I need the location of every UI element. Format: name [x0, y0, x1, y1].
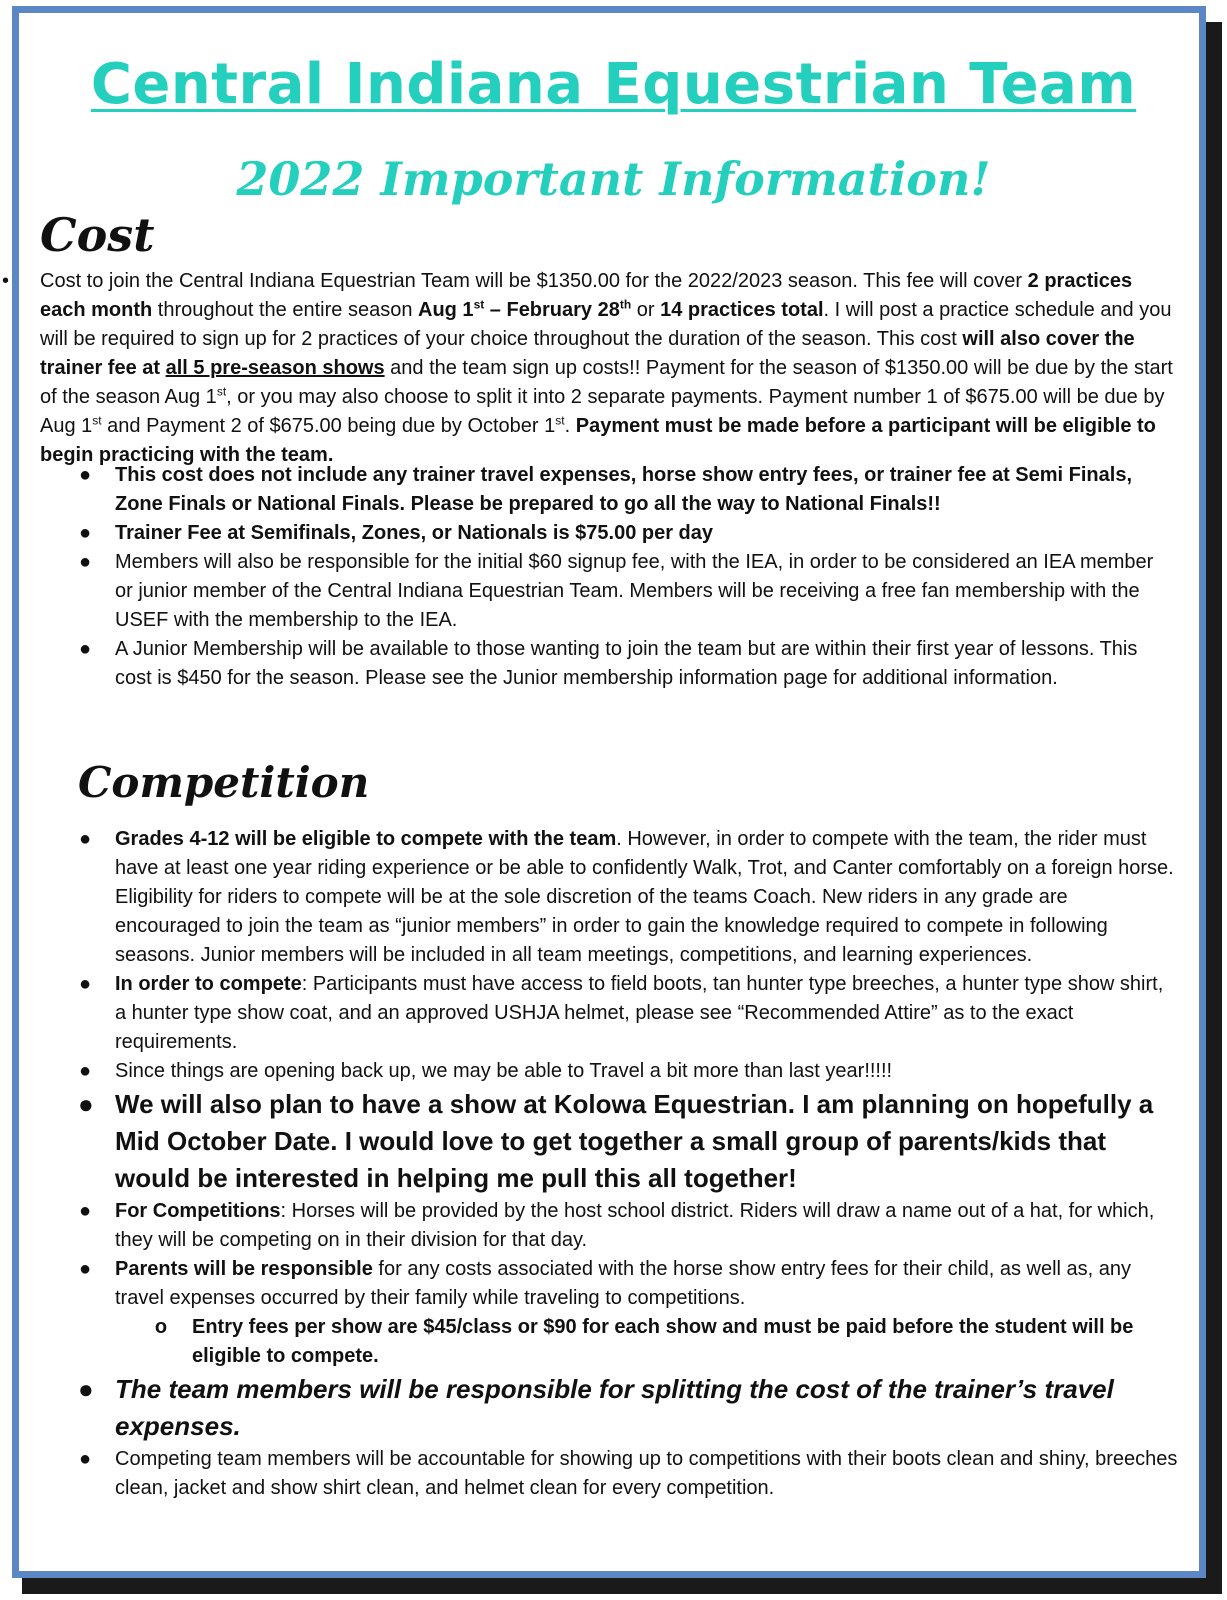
list-item: ● A Junior Membership will be available to those wanting to join the team but are within their first year of lessons. This cost is $450 for the season. Please see the Junior membership information page for additional information. — [78, 638, 1138, 689]
cost-heading: Cost — [40, 208, 155, 262]
list-item: ● Parents will be responsible for any costs associated with the horse show entry fees for their child, as well as, any travel expenses occurred by their family while traveling to competitions. — [78, 1258, 1132, 1309]
list-item: ● This cost does not include any trainer travel expenses, horse show entry fees, or trainer fee at Semi Finals, Zone Finals or National Finals. Please be prepared to go all the way to National Finals!! — [78, 464, 1133, 515]
competition-list — [78, 825, 1178, 1503]
list-item: ● Competing team members will be accountable for showing up to competitions with their boots clean and shiny, breeches clean, jacket and show shirt clean, and helmet clean for every competition. — [78, 1448, 1178, 1499]
list-item: ● Trainer Fee at Semifinals, Zones, or Nationals is $75.00 per day — [78, 522, 714, 544]
list-item: ● For Competitions: Horses will be provided by the host school district. Riders will draw a name out of a hat, for which, they will be competing on in their division for that day. — [78, 1200, 1155, 1251]
competition-heading: Competition — [78, 758, 370, 807]
list-item: ● Members will also be responsible for the initial $60 signup fee, with the IEA, in order to be considered an IEA member or junior member of the Central Indiana Equestrian Team. Members will be receiving a free fan membership with the USEF with the membership to the IEA. — [78, 551, 1154, 631]
list-item: ● Since things are opening back up, we may be able to Travel a bit more than last year!!!!! — [78, 1060, 893, 1082]
list-item: ● We will also plan to have a show at Kolowa Equestrian. I am planning on hopefully a Mid October Date. I would love to get together a small group of parents/kids that would be interested in helping me pull this all together! — [78, 1089, 1154, 1193]
page-title: Central Indiana Equestrian Team — [90, 52, 1137, 117]
page-subtitle: 2022 Important Information! — [236, 152, 991, 206]
cost-paragraph: Cost to join the Central Indiana Equestrian Team will be $1350.00 for the 2022/2023 season. This fee will cover 2 practices each month throughout the entire season Aug 1st – February 28th or 14 practices total. I will post a practice schedule and you will be required to sign up for 2 practices of your choice throughout the duration of the season. This cost will also cover the trainer fee at all 5 pre-season shows and the team sign up costs!! Payment for the season of $1350.00 will be due by the start of the season Aug 1st, or you may also choose to split it into 2 separate payments. Payment number 1 of $675.00 will be due by Aug 1st and Payment 2 of $675.00 being due by October 1st. Payment must be made before a participant will be eligible to begin practicing with the team. — [40, 270, 1173, 466]
cost-list — [78, 461, 1168, 693]
list-item: ● In order to compete: Participants must have access to field boots, tan hunter type breeches, a hunter type show shirt, a hunter type show coat, and an approved USHJA helmet, please see “Recommended Attire” as to the exact requirements. — [78, 973, 1164, 1053]
list-item: ● The team members will be responsible for splitting the cost of the trainer’s travel expenses. — [78, 1374, 1114, 1441]
list-item: ● Grades 4-12 will be eligible to compete with the team. However, in order to compete with the team, the rider must have at least one year riding experience or be able to confidently Walk, Trot, and Canter comfortably on a foreign horse. Eligibility for riders to compete will be at the sole discretion of the teams Coach. New riders in any grade are encouraged to join the team as “junior members” in order to gain the knowledge required to compete in following seasons. Junior members will be included in all team meetings, competitions, and learning experiences. — [78, 828, 1174, 966]
cost-bullet: • — [2, 270, 10, 292]
list-item: o Entry fees per show are $45/class or $90 for each show and must be paid before the student will be eligible to compete. — [154, 1316, 1134, 1367]
